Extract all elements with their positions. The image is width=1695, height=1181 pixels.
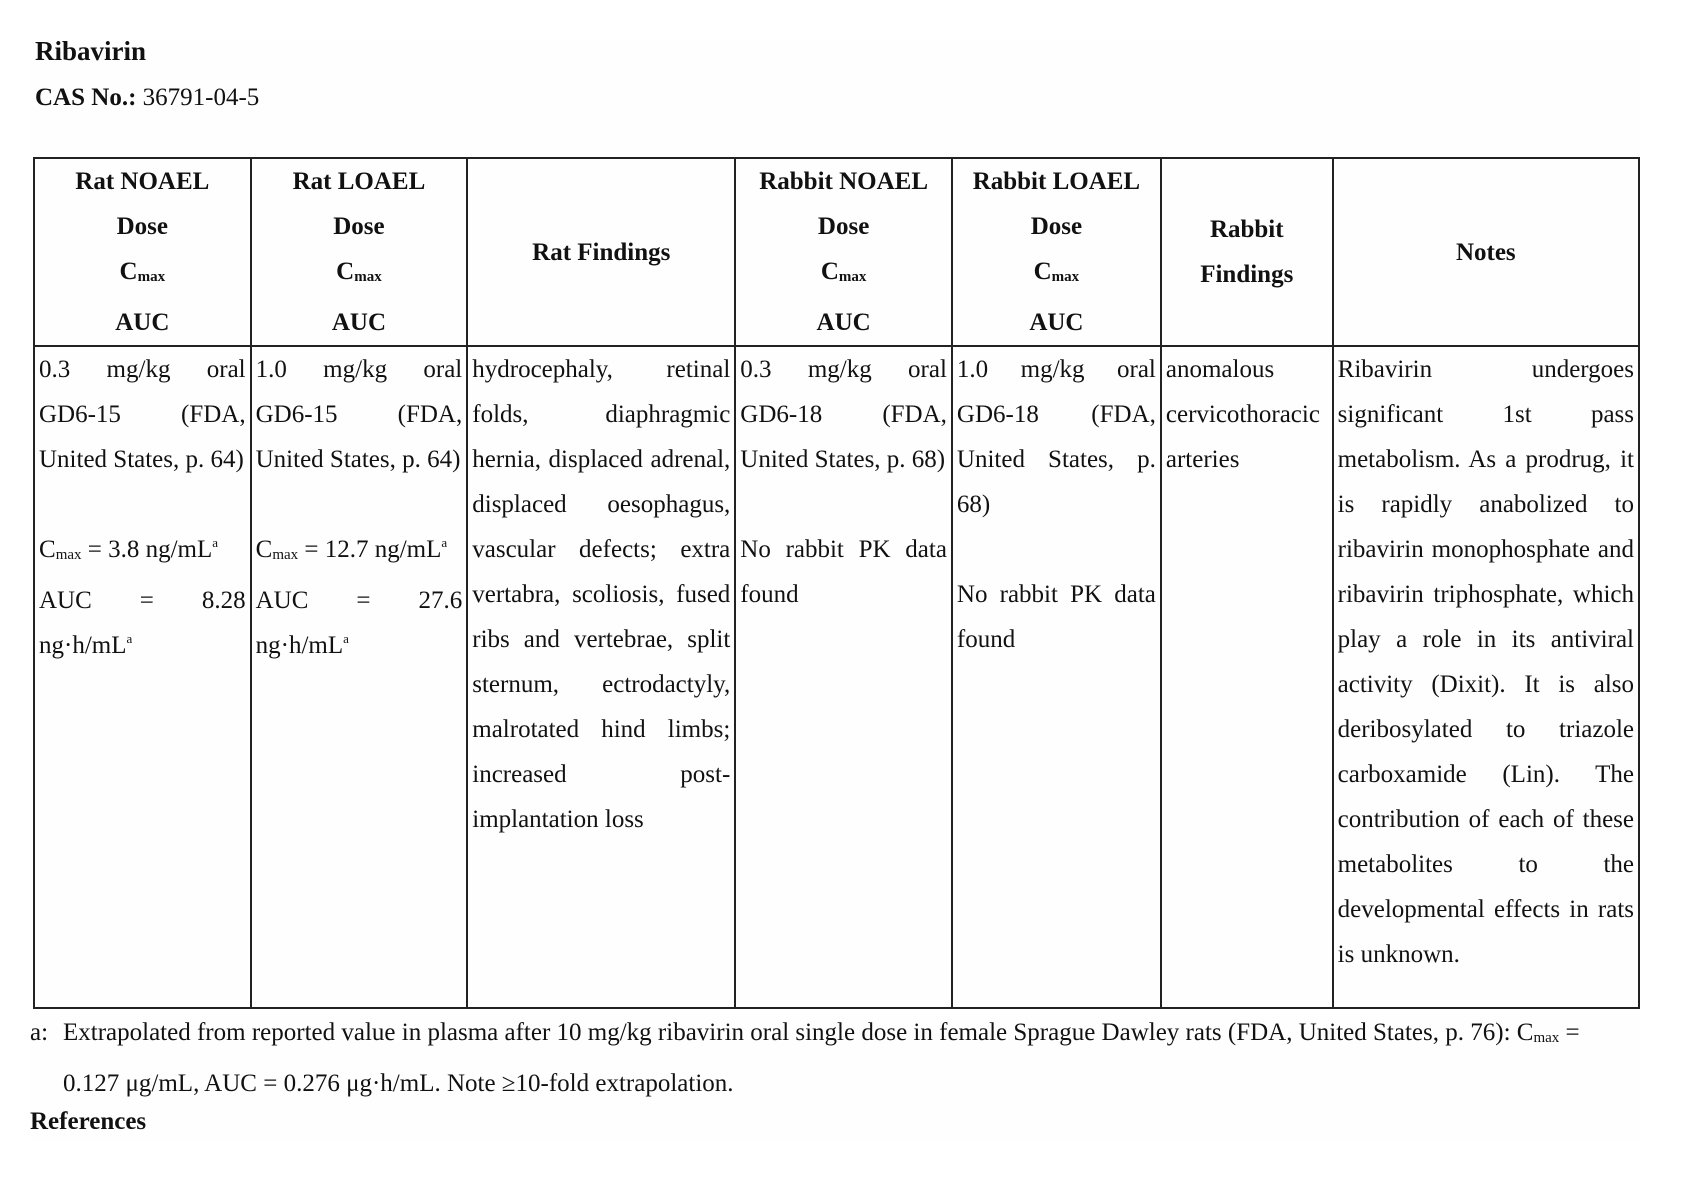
rat-noael-auc: AUC = 8.28 $ng\cdot h/mL^a$ — [39, 587, 246, 659]
rabbit-noael-pk: No rabbit PK data found — [740, 536, 947, 608]
cell-notes: Ribavirin undergoes significant 1st pass metabolism. As a prodrug, it is rapidly anabolized to ribavirin monophosphate and ribavirin triphosphate, which play a role in its antiviral activity (Dixit). It is also deribosylated to triazole carboxamide (Lin). The contribution of each of these metabolites to the developmental effects in rats is unknown. — [1333, 346, 1639, 1008]
cell-rat-loael — [251, 346, 468, 1008]
header-rat-loael: Rat LOAEL Dose $C_{max}$ AUC — [251, 158, 468, 346]
references-heading: References — [30, 1108, 147, 1135]
header-rat-findings: Rat Findings — [467, 158, 735, 346]
cell-rabbit-findings: anomalous cervicothoracic arteries — [1161, 346, 1333, 1008]
cell-rabbit-noael — [735, 346, 952, 1008]
header-rabbit-noael: Rabbit NOAEL Dose $C_{max}$ AUC — [735, 158, 952, 346]
rat-noael-dose: 0.3 mg/kg oral GD6-15 (FDA, United States, p. 64) — [39, 356, 246, 473]
footnote — [30, 1010, 1640, 1106]
table-row — [34, 346, 1639, 1008]
rat-noael-cmax: $C_{max} = 3.8$ $ng/mL^a$ — [39, 535, 219, 563]
rabbit-noael-dose: 0.3 mg/kg oral GD6-18 (FDA, United States, p. 68) — [740, 356, 947, 473]
footnote-text: Extrapolated from reported value in plasma after 10 mg/kg ribavirin oral single dose in female Sprague Dawley rats (FDA, United States, p. 76): $C_{max} = 0.127$ μg/mL, AUC = 0.276 μg·h/mL. Note ≥10-fold extrapolation. — [63, 1019, 1580, 1097]
cas-label: CAS No.: — [35, 84, 137, 111]
rabbit-loael-pk: No rabbit PK data found — [956, 581, 1156, 653]
header-notes: Notes — [1333, 158, 1639, 346]
footnote-marker: a: — [30, 1019, 49, 1046]
header-rabbit-loael: Rabbit LOAEL Dose $C_{max}$ AUC — [952, 158, 1161, 346]
cas-number-line — [35, 84, 259, 112]
cas-value: 36791-04-5 — [142, 84, 260, 111]
rat-loael-cmax: $C_{max} = 12.7$ $ng/mL^a$ — [255, 535, 448, 563]
cell-rat-findings: hydrocephaly, retinal folds, diaphragmic hernia, displaced adrenal, displaced oesophagus, vascular defects; extra vertabra, scoliosis, fused ribs and vertebrae, split sternum, ectrodactyly, malrotated hind limbs; increased post-implantation loss — [467, 346, 735, 1008]
cell-rat-noael — [34, 346, 251, 1008]
document-title: Ribavirin — [35, 36, 147, 66]
cell-rabbit-loael — [952, 346, 1161, 1008]
header-rat-noael: Rat NOAEL Dose $C_{max}$ AUC — [34, 158, 251, 346]
toxicity-table — [33, 157, 1640, 1009]
header-row — [34, 158, 1639, 346]
rabbit-loael-dose: 1.0 mg/kg oral GD6-18 (FDA, United States, p. 68) — [956, 356, 1156, 518]
rat-loael-auc: AUC = 27.6 $ng\cdot h/mL^a$ — [255, 587, 463, 659]
rat-loael-dose: 1.0 mg/kg oral GD6-15 (FDA, United States, p. 64) — [255, 356, 463, 473]
header-rabbit-findings: Rabbit Findings — [1161, 158, 1333, 346]
